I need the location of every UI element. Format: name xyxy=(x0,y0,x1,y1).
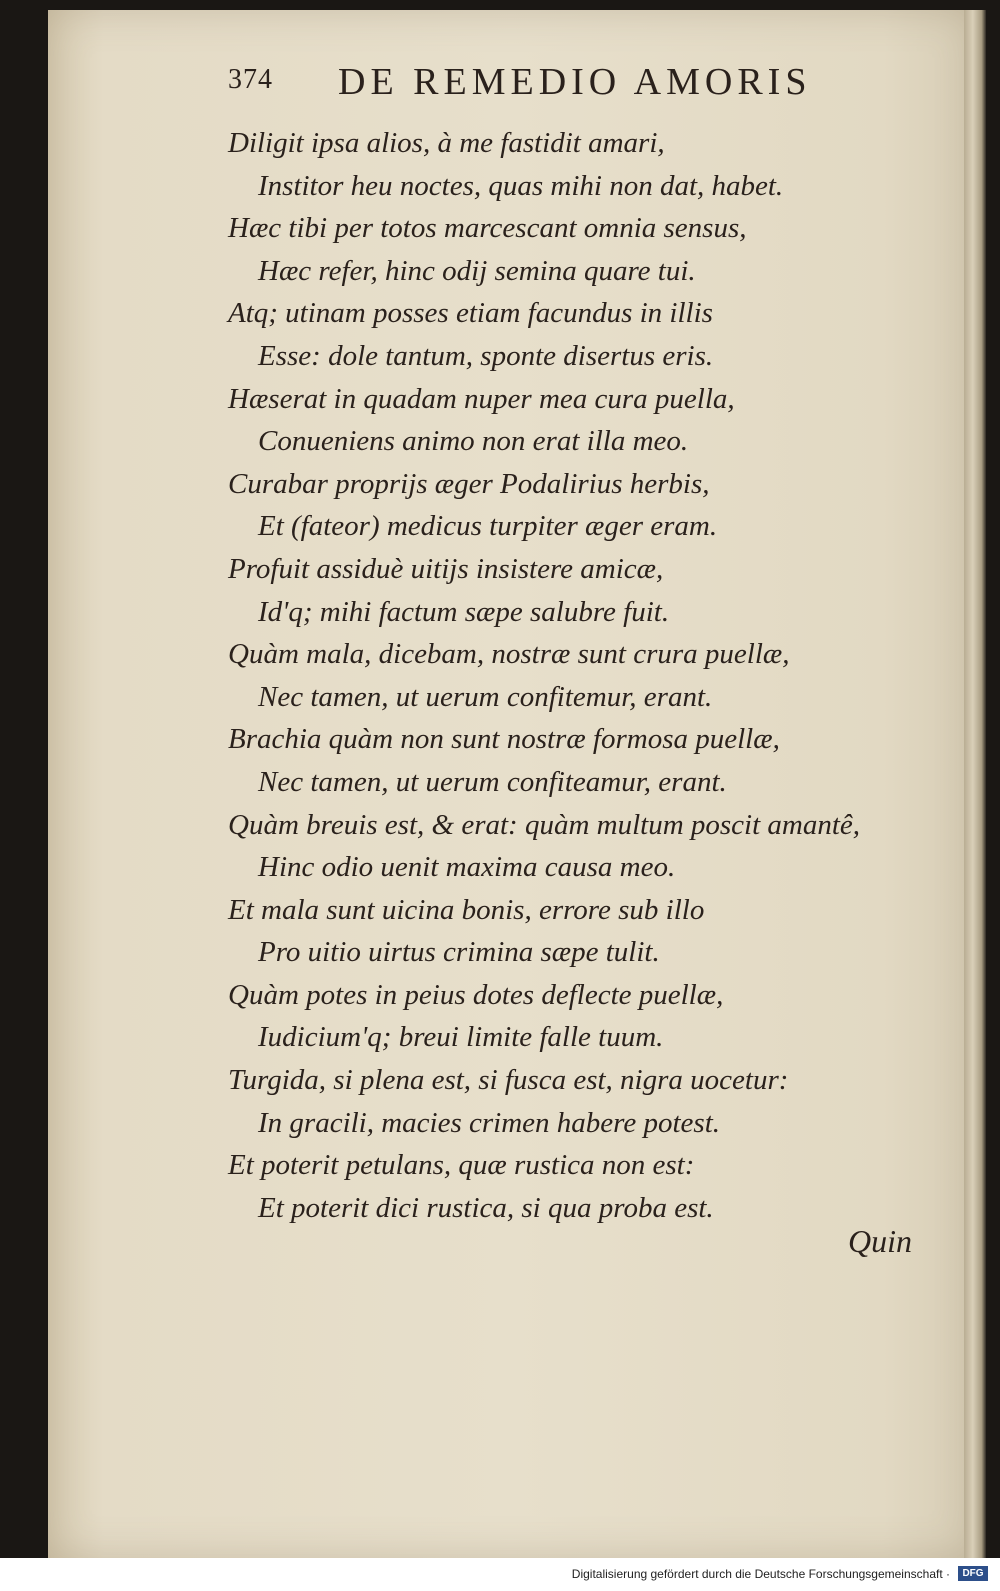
page-number: 374 xyxy=(228,64,273,95)
verse-line: Hæc tibi per totos marcescant omnia sensus, xyxy=(228,212,747,245)
verse-line: Hæc refer, hinc odij semina quare tui. xyxy=(258,254,696,287)
verse-line: Esse: dole tantum, sponte disertus eris. xyxy=(258,339,714,372)
book-page xyxy=(48,10,976,1558)
verse-line: Turgida, si plena est, si fusca est, nigra uocetur: xyxy=(228,1064,789,1097)
dfg-logo: DFG xyxy=(958,1566,988,1581)
verse-list xyxy=(228,122,968,1229)
verse-line: Profuit assiduè uitijs insistere amicæ, xyxy=(228,552,664,585)
page-header xyxy=(228,60,848,110)
verse-line: Quàm potes in peius dotes deflecte puellæ, xyxy=(228,978,724,1011)
verse-line: Quàm mala, dicebam, nostræ sunt crura puellæ, xyxy=(228,638,790,671)
verse-line: Nec tamen, ut uerum confiteamur, erant. xyxy=(258,765,727,798)
verse-line: Et (fateor) medicus turpiter æger eram. xyxy=(258,510,718,543)
verse-line: Atq; utinam posses etiam facundus in illis xyxy=(228,297,713,330)
verse-line: Iudicium'q; breui limite falle tuum. xyxy=(258,1021,664,1054)
verse-line: Nec tamen, ut uerum confitemur, erant. xyxy=(258,680,713,713)
footer-credit: Digitalisierung gefördert durch die Deutsche Forschungsgemeinschaft · xyxy=(571,1567,950,1581)
verse-line: Et mala sunt uicina bonis, errore sub illo xyxy=(228,893,705,926)
verse-line: Id'q; mihi factum sæpe salubre fuit. xyxy=(258,595,670,628)
verse-line: Conueniens animo non erat illa meo. xyxy=(258,425,689,458)
running-title: DE REMEDIO AMORIS xyxy=(338,61,812,103)
verse-line: Institor heu noctes, quas mihi non dat, habet. xyxy=(258,169,784,202)
verse-line: Diligit ipsa alios, à me fastidit amari, xyxy=(228,127,665,159)
verse-line: Hinc odio uenit maxima causa meo. xyxy=(258,851,676,884)
verse-line: Quàm breuis est, & erat: quàm multum poscit amantê, xyxy=(228,808,861,841)
verse-line: Pro uitio uirtus crimina sæpe tulit. xyxy=(258,936,660,969)
verse-line: Hæserat in quadam nuper mea cura puella, xyxy=(228,382,735,415)
catchword: Quin xyxy=(848,1223,912,1259)
verse-line: In gracili, macies crimen habere potest. xyxy=(258,1106,721,1139)
verse-line: Et poterit dici rustica, si qua proba est. xyxy=(258,1191,714,1224)
verse-line: Curabar proprijs æger Podalirius herbis, xyxy=(228,467,710,500)
verse-line: Et poterit petulans, quæ rustica non est: xyxy=(228,1149,695,1182)
footer-bar xyxy=(0,1558,1000,1591)
verse-line: Brachia quàm non sunt nostræ formosa puellæ, xyxy=(228,723,780,756)
